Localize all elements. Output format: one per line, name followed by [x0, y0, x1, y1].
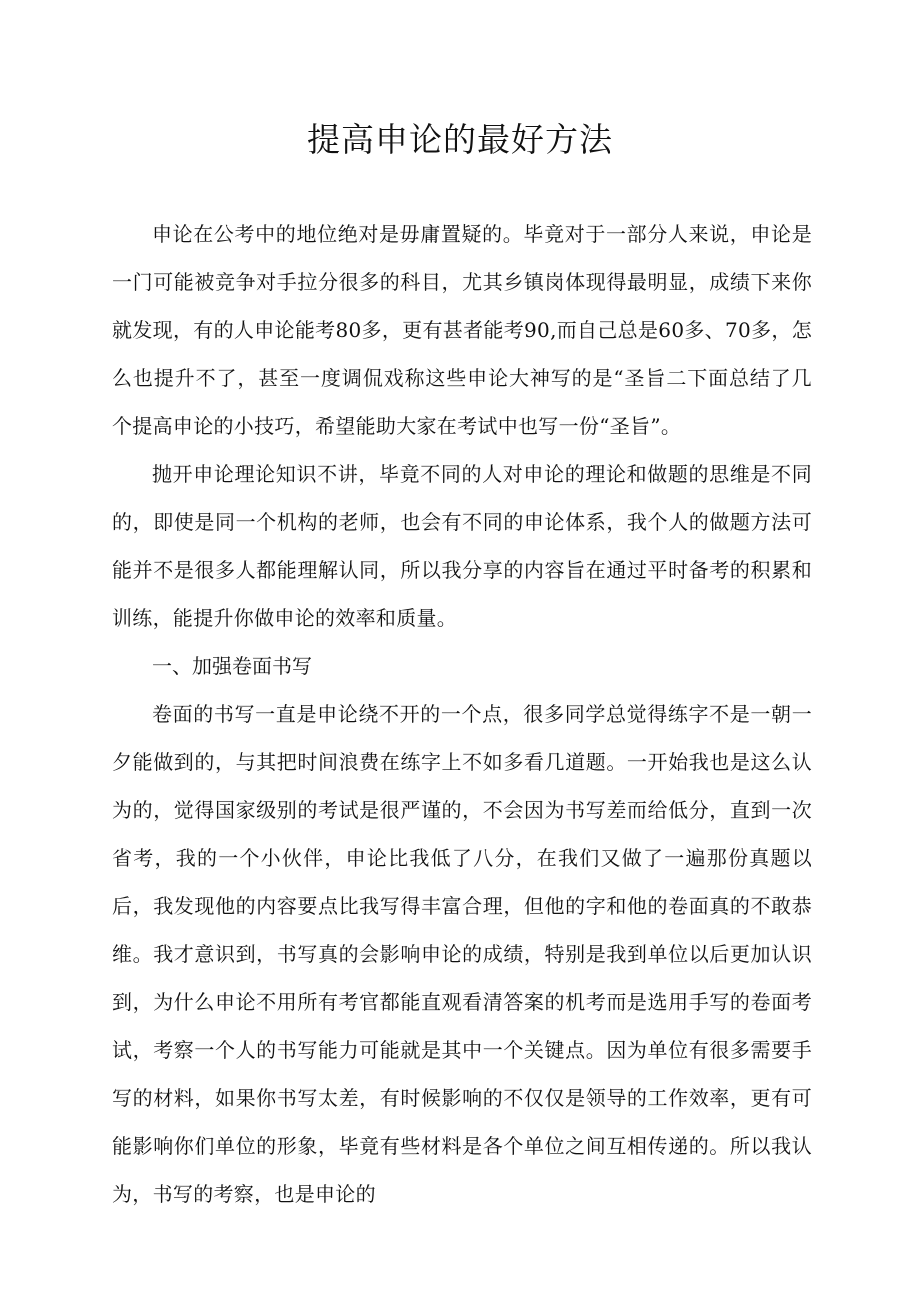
paragraph-approach: 抛开申论理论知识不讲，毕竟不同的人对申论的理论和做题的思维是不同的，即使是同一个机构的老师，也会有不同的申论体系，我个人的做题方法可能并不是很多人都能理解认同，所以我分享的内容旨在通过平时备考的积累和训练，能提升你做申论的效率和质量。	[112, 462, 812, 630]
document-title: 提高申论的最好方法	[307, 120, 613, 159]
document-body	[112, 210, 812, 1218]
paragraph-handwriting: 卷面的书写一直是申论绕不开的一个点，很多同学总觉得练字不是一朝一夕能做到的，与其把时间浪费在练字上不如多看几道题。一开始我也是这么认为的，觉得国家级别的考试是很严谨的，不会因为书写差而给低分，直到一次省考，我的一个小伙伴，申论比我低了八分，在我们又做了一遍那份真题以后，我发现他的内容要点比我写得丰富合理，但他的字和他的卷面真的不敢恭维。我才意识到，书写真的会影响申论的成绩，特别是我到单位以后更加认识到，为什么申论不用所有考官都能直观看清答案的机考而是选用手写的卷面考试，考察一个人的书写能力可能就是其中一个关键点。因为单位有很多需要手写的材料，如果你书写太差，有时候影响的不仅仅是领导的工作效率，更有可能影响你们单位的形象，毕竟有些材料是各个单位之间互相传递的。所以我认为，书写的考察，也是申论的	[112, 702, 812, 1206]
paragraph-intro: 申论在公考中的地位绝对是毋庸置疑的。毕竟对于一部分人来说，申论是一门可能被竞争对手拉分很多的科目，尤其乡镇岗体现得最明显，成绩下来你就发现，有的人申论能考80多，更有甚者能考90,而自己总是60多、70多，怎么也提升不了，甚至一度调侃戏称这些申论大神写的是“圣旨二下面总结了几个提高申论的小技巧，希望能助大家在考试中也写一份“圣旨”。	[112, 222, 812, 438]
section-heading: 一、加强卷面书写	[152, 654, 312, 678]
